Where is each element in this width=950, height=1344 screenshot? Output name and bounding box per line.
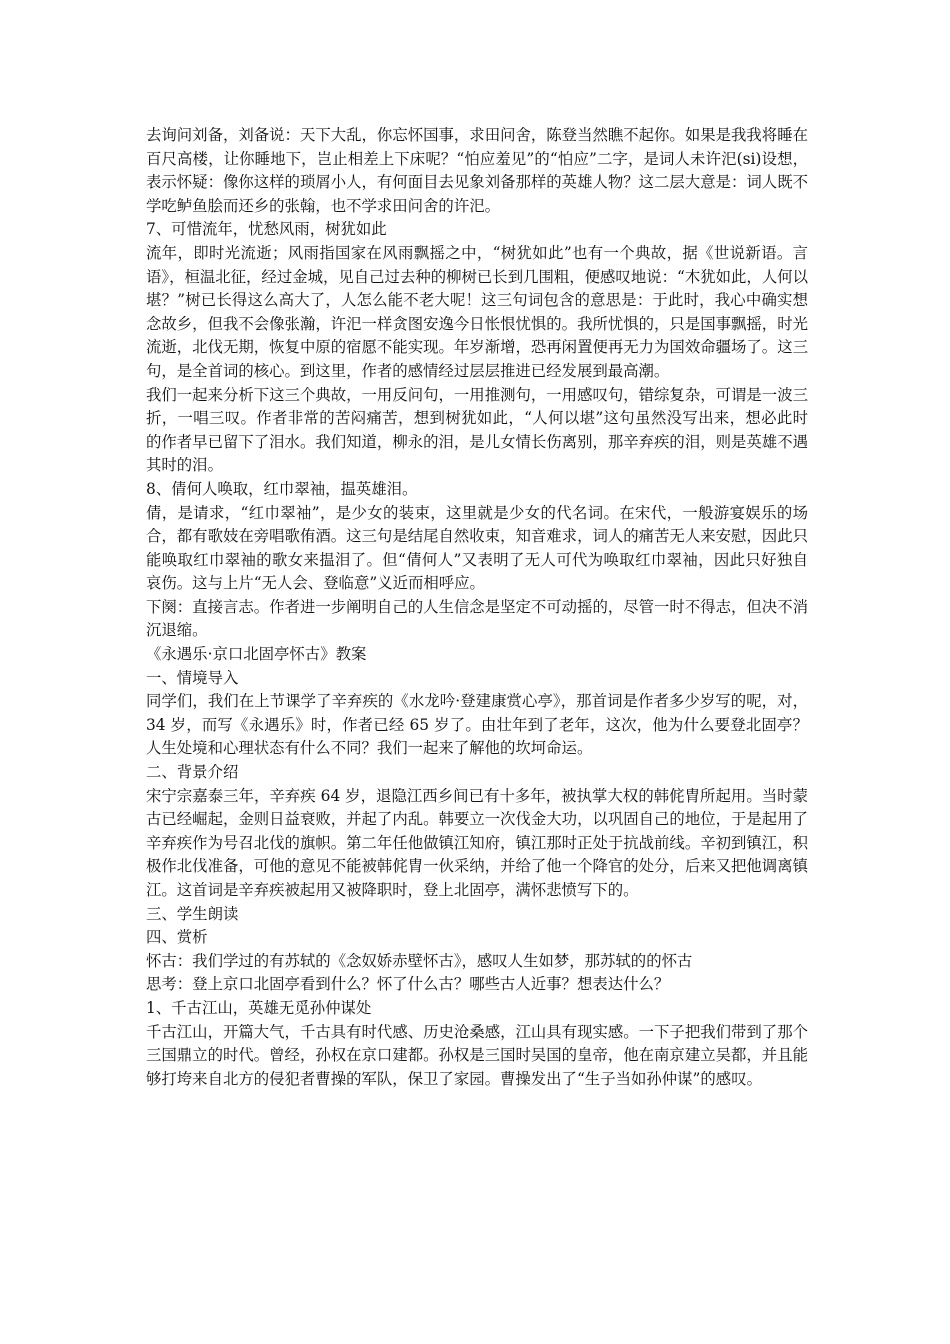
- paragraph-situation-intro: 同学们，我们在上节课学了辛弃疾的《水龙吟·登建康赏心亭》，那首词是作者多少岁写的呢，对，34 岁，而写《永遇乐》时，作者已经 65 岁了。由壮年到了老年，这次，他为什么要登北固亭？人生处境和心理状态有什么不同？我们一起来了解他的坎坷命运。: [146, 692, 808, 758]
- heading-appreciation: 四、赏析: [146, 928, 208, 947]
- paragraph-qiangu-jiangshan: 千古江山，开篇大气，千古具有时代感、历史沧桑感，江山具有现实感。一下子把我们带到了那个三国鼎立的时代。曾经，孙权在京口建都。孙权是三国时吴国的皇帝，他在南京建立吴都，并且能够打垮来自北方的侵犯者曹操的军队，保卫了家园。曹操发出了“生子当如孙仲谋”的感叹。: [146, 1022, 808, 1088]
- heading-background: 二、背景介绍: [146, 763, 239, 782]
- heading-section-7: 7、可惜流年，忧愁风雨，树犹如此: [146, 220, 387, 239]
- paragraph-xu-si-story: 去询问刘备，刘备说：天下大乱，你忘怀国事，求田问舍，陈登当然瞧不起你。如果是我我将睡在百尺高楼，让你睡地下，岂止相差上下床呢？“怕应羞见”的“怕应”二字，是词人未许汜(si)设想，表示怀疑：像你这样的琐屑小人，有何面目去见象刘备那样的英雄人物？这二层大意是：词人既不学吃鲈鱼脍而还乡的张翰，也不学求田问舍的许汜。: [146, 126, 808, 215]
- paragraph-sikao: 思考：登上京口北固亭看到什么？怀了什么古？哪些古人近事？想表达什么？: [146, 975, 670, 994]
- heading-situation-intro: 一、情境导入: [146, 668, 239, 687]
- paragraph-three-allusions: 我们一起来分析下这三个典故，一用反问句，一用推测句，一用感叹句，错综复杂，可谓是一波三折，一唱三叹。作者非常的苦闷痛苦，想到树犹如此，“人何以堪”这句虽然没写出来，想必此时的作者早已留下了泪水。我们知道，柳永的泪，是儿女情长伤离别，那辛弃疾的泪，则是英雄不遇其时的泪。: [146, 385, 808, 475]
- paragraph-xia-que: 下阕：直接言志。作者进一步阐明自己的人生信念是坚定不可动摇的，尽管一时不得志，但决不消沉退缩。: [146, 597, 808, 640]
- paragraph-hongjin-cuixiu: 倩，是请求，“红巾翠袖”，是少女的装束，这里就是少女的代名词。在宋代，一般游宴娱乐的场合，都有歌妓在旁唱歌侑酒。这三句是结尾自然收束，知音难求，词人的痛苦无人来安慰，因此只能唤取红巾翠袖的歌女来揾泪了。但“倩何人”又表明了无人可代为唤取红巾翠袖，因此只好独自哀伤。这与上片“无人会、登临意”义近而相呼应。: [146, 503, 808, 593]
- paragraph-liunian-explanation: 流年，即时光流逝；风雨指国家在风雨飘摇之中，“树犹如此”也有一个典故，据《世说新语。言语》，桓温北征，经过金城，见自己过去种的柳树已长到几围粗，便感叹地说：“木犹如此，人何以堪？”树已长得这么高大了，人怎么能不老大呢！这三句词包含的意思是：于此时，我心中确实想念故乡，但我不会像张瀚，许汜一样贪图安逸今日怅恨忧惧的。我所忧惧的，只是国事飘摇，时光流逝，北伐无期，恢复中原的宿愿不能实现。年岁渐增，恐再闲置便再无力为国效命疆场了。这三句，是全首词的核心。到这里，作者的感情经过层层推进已经发展到最高潮。: [146, 243, 808, 380]
- lesson-plan-title: 《永遇乐·京口北固亭怀古》教案: [146, 645, 367, 664]
- paragraph-huaigu: 怀古：我们学过的有苏轼的《念奴娇赤壁怀古》，感叹人生如梦，那苏轼的的怀古: [146, 951, 693, 970]
- heading-student-reading: 三、学生朗读: [146, 904, 239, 923]
- paragraph-background: 宋宁宗嘉泰三年，辛弃疾 64 岁，退隐江西乡间已有十多年，被执掌大权的韩侂胄所起用。当时蒙古已经崛起，金则日益衰败，并起了内乱。韩要立一次伐金大功，以巩固自己的地位，于是起用了辛弃疾作为号召北伐的旗帜。第二年任他做镇江知府，镇江那时正处于抗战前线。辛初到镇江，积极作北伐准备，可他的意见不能被韩侂胄一伙采纳，并给了他一个降官的处分，后来又把他调离镇江。这首词是辛弃疾被起用又被降职时，登上北固亭，满怀悲愤写下的。: [146, 786, 808, 899]
- heading-item-1: 1、千古江山，英雄无觅孙仲谋处: [146, 998, 372, 1017]
- document-body: [146, 124, 808, 1091]
- heading-section-8: 8、倩何人唤取，红巾翠袖，揾英雄泪。: [146, 479, 418, 498]
